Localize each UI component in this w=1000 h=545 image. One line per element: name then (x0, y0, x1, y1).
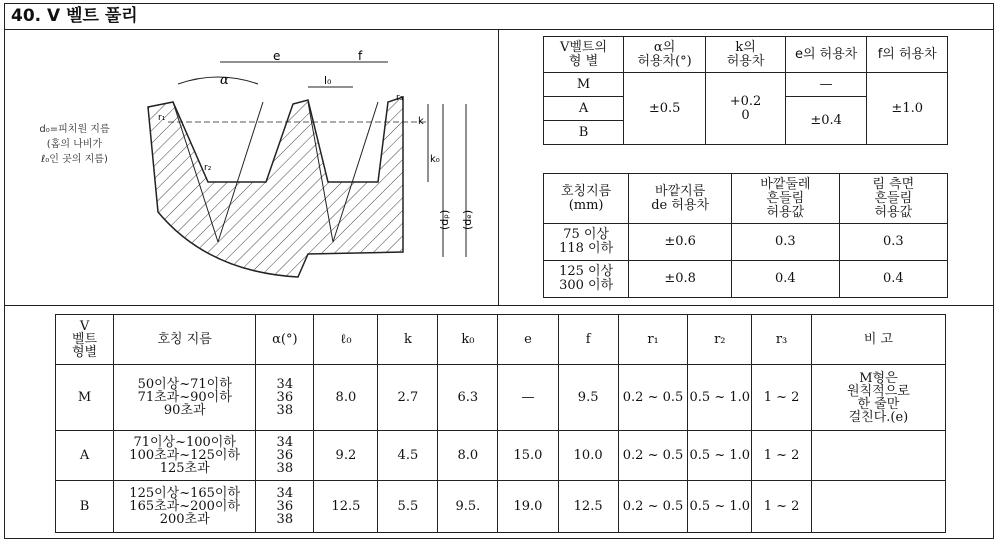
table-cell: 9.5. (438, 481, 498, 533)
table-cell: 8.0 (314, 365, 378, 431)
col-header: V벨트의 형 별 (544, 37, 624, 73)
table-cell: 0.4 (732, 261, 840, 298)
table-cell: M (56, 365, 114, 431)
table-row (56, 365, 946, 431)
remark-cell: M형은 원칙적으로 한 줄만 걸친다.(e) (811, 365, 945, 431)
column-divider (498, 29, 499, 306)
col-header: 호칭 지름 (114, 315, 256, 365)
k-tolerance: +0.2 0 (706, 73, 786, 145)
table-cell: B (56, 481, 114, 533)
e-tolerance-ab: ±0.4 (785, 97, 867, 145)
col-header: e의 허용차 (785, 37, 867, 73)
belt-type-cell: A (544, 97, 624, 121)
tolerance-table (543, 36, 948, 145)
dp-label: (dₚ) (438, 209, 451, 230)
table-cell: 10.0 (558, 431, 618, 481)
col-header: ℓ₀ (314, 315, 378, 365)
table-cell: 0.2 ~ 0.5 (618, 365, 688, 431)
table-cell: 0.5 ~ 1.0 (688, 431, 752, 481)
r1-label: r₁ (158, 113, 166, 123)
col-header: r₁ (618, 315, 688, 365)
table-row (56, 431, 946, 481)
col-header: f (558, 315, 618, 365)
table-cell: 75 이상 118 이하 (544, 224, 629, 261)
table-cell: 0.3 (732, 224, 840, 261)
r3-label: r₃ (396, 93, 404, 103)
section-divider (4, 305, 994, 306)
de-label: (dₑ) (461, 209, 474, 230)
table-cell: 1 ~ 2 (752, 431, 812, 481)
alpha-label: α (220, 73, 229, 88)
col-header: f의 허용차 (867, 37, 948, 73)
r2-label: r₂ (204, 163, 212, 173)
col-header: e (498, 315, 558, 365)
col-header: α(°) (256, 315, 314, 365)
table-cell: 0.2 ~ 0.5 (618, 481, 688, 533)
table-cell: 0.2 ~ 0.5 (618, 431, 688, 481)
table-cell: 4.5 (378, 431, 438, 481)
col-header: V 벨트 형별 (56, 315, 114, 365)
table-cell: A (56, 431, 114, 481)
table-cell: — (498, 365, 558, 431)
table-cell: 0.5 ~ 1.0 (688, 365, 752, 431)
v-pulley-groove-diagram (8, 32, 496, 304)
col-header: 호칭지름 (mm) (544, 174, 629, 224)
e-tolerance-m: — (785, 73, 867, 97)
f-tolerance: ±1.0 (867, 73, 948, 145)
f-label: f (358, 49, 363, 63)
table-cell: 1 ~ 2 (752, 365, 812, 431)
section-title: 40. V 벨트 풀리 (4, 3, 994, 30)
table-cell: 9.2 (314, 431, 378, 481)
col-header: 비 고 (811, 315, 945, 365)
table-cell: 34 36 38 (256, 481, 314, 533)
col-header: r₂ (688, 315, 752, 365)
table-cell: 1 ~ 2 (752, 481, 812, 533)
table-cell: 34 36 38 (256, 365, 314, 431)
col-header: 바깥지름 de 허용차 (629, 174, 732, 224)
table-cell: 9.5 (558, 365, 618, 431)
dimension-table (55, 314, 946, 533)
remark-cell-empty (811, 431, 945, 481)
runout-table (543, 173, 948, 298)
table-cell: 5.5 (378, 481, 438, 533)
col-header: k의 허용차 (706, 37, 786, 73)
pitch-diameter-note: d₀=피치원 지름 (홈의 나비가 ℓ₀인 곳의 지름) (39, 124, 110, 165)
table-cell: 0.4 (839, 261, 947, 298)
pulley-cross-section (148, 97, 403, 277)
l0-label: l₀ (324, 74, 332, 87)
table-cell: 71이상~100이하 100초과~125이하 125초과 (114, 431, 256, 481)
table-cell: 0.3 (839, 224, 947, 261)
k-label: k (418, 116, 424, 127)
belt-type-cell: M (544, 73, 624, 97)
table-cell: 8.0 (438, 431, 498, 481)
col-header: 림 측면 흔들림 허용값 (839, 174, 947, 224)
table-cell: 125이상~165이하 165초과~200이하 200초과 (114, 481, 256, 533)
col-header: k₀ (438, 315, 498, 365)
table-cell: 0.5 ~ 1.0 (688, 481, 752, 533)
remark-cell-empty (811, 481, 945, 533)
table-cell: 19.0 (498, 481, 558, 533)
table-cell: ±0.8 (629, 261, 732, 298)
col-header: k (378, 315, 438, 365)
table-cell: 6.3 (438, 365, 498, 431)
belt-type-cell: B (544, 121, 624, 145)
alpha-tolerance: ±0.5 (624, 73, 706, 145)
col-header: 바깥둘레 흔들림 허용값 (732, 174, 840, 224)
col-header: α의 허용차(°) (624, 37, 706, 73)
table-cell: ±0.6 (629, 224, 732, 261)
e-label: e (273, 49, 281, 63)
table-cell: 12.5 (558, 481, 618, 533)
k0-label: k₀ (430, 154, 440, 165)
col-header: r₃ (752, 315, 812, 365)
table-cell: 125 이상 300 이하 (544, 261, 629, 298)
table-cell: 34 36 38 (256, 431, 314, 481)
table-cell: 12.5 (314, 481, 378, 533)
table-row (56, 481, 946, 533)
table-cell: 15.0 (498, 431, 558, 481)
table-cell: 50이상~71이하 71초과~90이하 90초과 (114, 365, 256, 431)
table-cell: 2.7 (378, 365, 438, 431)
